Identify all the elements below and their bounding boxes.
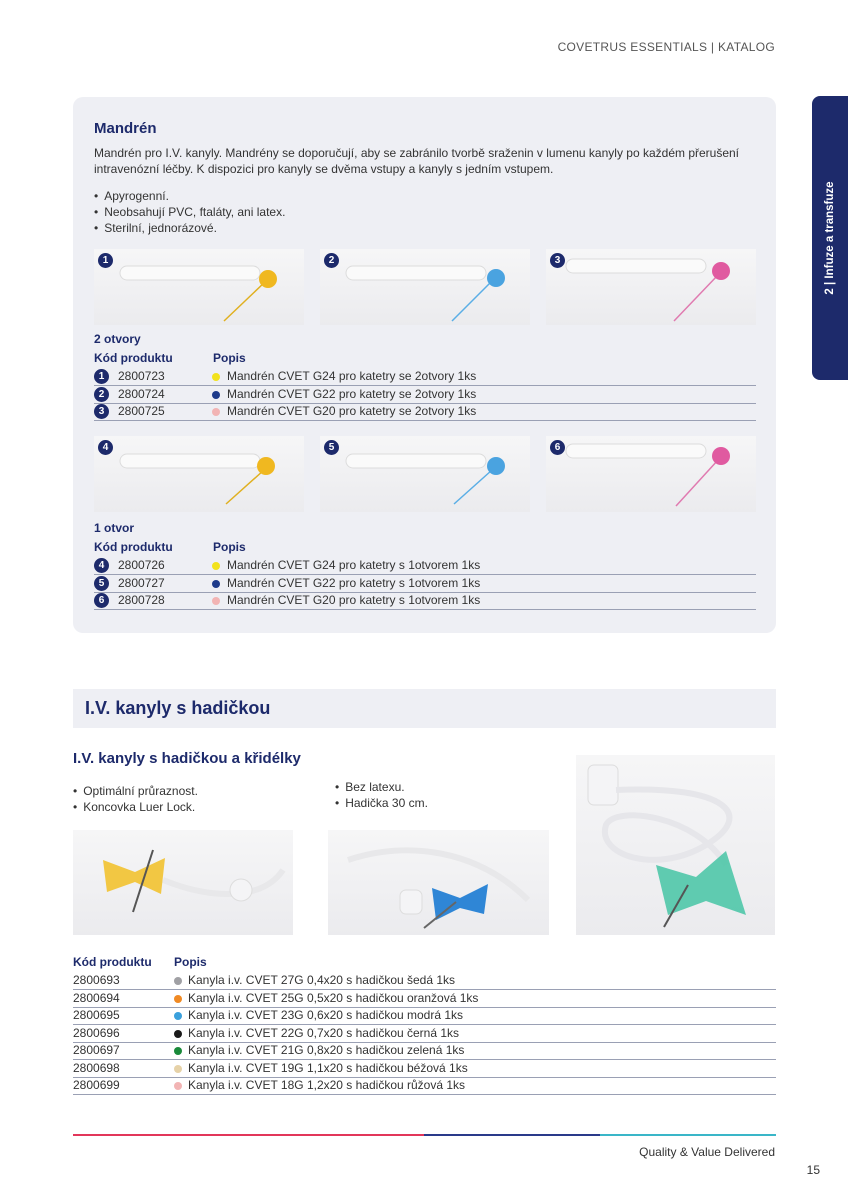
product-description: Kanyla i.v. CVET 21G 0,8x20 s hadičkou zelená 1ks bbox=[188, 1043, 465, 1057]
item-number-badge: 3 bbox=[550, 253, 565, 268]
page-number: 15 bbox=[806, 1163, 820, 1177]
item-number-badge: 6 bbox=[94, 593, 109, 608]
item-number-badge: 4 bbox=[94, 558, 109, 573]
product-description: Kanyla i.v. CVET 27G 0,4x20 s hadičkou šedá 1ks bbox=[188, 973, 456, 987]
item-number-badge: 6 bbox=[550, 440, 565, 455]
column-header-description: Popis bbox=[174, 955, 207, 969]
product-photo bbox=[73, 830, 293, 935]
footer-tagline: Quality & Value Delivered bbox=[639, 1145, 775, 1159]
product-description: Kanyla i.v. CVET 25G 0,5x20 s hadičkou oranžová 1ks bbox=[188, 991, 479, 1005]
stylet-illustration bbox=[320, 249, 530, 325]
table-row bbox=[94, 557, 756, 575]
stylet-illustration bbox=[94, 249, 304, 325]
mandren-bullets bbox=[94, 188, 285, 236]
column-header-description: Popis bbox=[213, 351, 246, 365]
footer-rule-red bbox=[73, 1134, 424, 1136]
feature-bullets-right bbox=[335, 779, 428, 811]
butterfly-cannula-illustration bbox=[576, 755, 775, 935]
product-code: 2800726 bbox=[118, 558, 165, 572]
chapter-tab-label: 2 | Infuze a transfuze bbox=[824, 181, 836, 295]
table-row bbox=[73, 972, 776, 990]
product-code: 2800724 bbox=[118, 387, 165, 401]
product-photo bbox=[576, 755, 775, 935]
table-row bbox=[94, 386, 756, 404]
product-code: 2800694 bbox=[73, 991, 120, 1005]
product-photo bbox=[320, 436, 530, 512]
item-number-badge: 2 bbox=[324, 253, 339, 268]
color-dot bbox=[212, 408, 220, 416]
bullet-item: • Optimální průraznost. bbox=[73, 783, 198, 799]
mandren-title: Mandrén bbox=[94, 120, 157, 137]
table-row bbox=[94, 575, 756, 593]
product-description: Mandrén CVET G20 pro katetry se 2otvory 1ks bbox=[227, 404, 477, 418]
column-header-code: Kód produktu bbox=[94, 351, 173, 365]
bullet-item: • Apyrogenní. bbox=[94, 188, 285, 204]
product-code: 2800697 bbox=[73, 1043, 120, 1057]
table-row bbox=[73, 1025, 776, 1043]
color-dot bbox=[174, 1047, 182, 1055]
color-dot bbox=[212, 580, 220, 588]
product-code: 2800728 bbox=[118, 593, 165, 607]
product-code: 2800699 bbox=[73, 1078, 120, 1092]
item-number-badge: 1 bbox=[94, 369, 109, 384]
bullet-item: • Bez latexu. bbox=[335, 779, 428, 795]
chapter-tab[interactable] bbox=[812, 96, 848, 380]
product-code: 2800723 bbox=[118, 369, 165, 383]
subsection-title: I.V. kanyly s hadičkou a křidélky bbox=[73, 750, 301, 767]
stylet-illustration bbox=[546, 249, 756, 325]
product-code: 2800695 bbox=[73, 1008, 120, 1022]
bullet-item: • Sterilní, jednorázové. bbox=[94, 220, 285, 236]
column-header-code: Kód produktu bbox=[73, 955, 152, 969]
mandren-description: Mandrén pro I.V. kanyly. Mandrény se doporučují, aby se zabránilo tvorbě sraženin v lumenu kanyly po každém přerušení intravenózní léčby. K dispozici pro kanyly se dvěma vstupy a kanyly s jedním vstupem. bbox=[94, 146, 740, 176]
bullet-item: • Neobsahují PVC, ftaláty, ani latex. bbox=[94, 204, 285, 220]
product-photo bbox=[546, 436, 756, 512]
feature-bullets-left bbox=[73, 783, 198, 815]
product-code: 2800693 bbox=[73, 973, 120, 987]
product-description: Mandrén CVET G20 pro katetry s 1otvorem 1ks bbox=[227, 593, 481, 607]
footer-rule-teal bbox=[600, 1134, 776, 1136]
item-number-badge: 2 bbox=[94, 387, 109, 402]
product-photo bbox=[546, 249, 756, 325]
footer-rule-navy bbox=[424, 1134, 600, 1136]
stylet-illustration bbox=[320, 436, 530, 512]
group-label: 1 otvor bbox=[94, 521, 135, 535]
product-photo bbox=[94, 436, 304, 512]
group-label: 2 otvory bbox=[94, 332, 141, 346]
color-dot bbox=[212, 391, 220, 399]
product-code: 2800698 bbox=[73, 1061, 120, 1075]
butterfly-cannula-illustration bbox=[73, 830, 293, 935]
color-dot bbox=[212, 373, 220, 381]
product-description: Kanyla i.v. CVET 22G 0,7x20 s hadičkou černá 1ks bbox=[188, 1026, 460, 1040]
color-dot bbox=[212, 562, 220, 570]
item-number-badge: 5 bbox=[324, 440, 339, 455]
column-header-code: Kód produktu bbox=[94, 540, 173, 554]
table-row bbox=[73, 1042, 776, 1060]
section-heading-bar bbox=[73, 689, 776, 728]
product-description: Kanyla i.v. CVET 19G 1,1x20 s hadičkou béžová 1ks bbox=[188, 1061, 468, 1075]
section-title: I.V. kanyly s hadičkou bbox=[85, 698, 271, 718]
product-description: Mandrén CVET G24 pro katetry se 2otvory 1ks bbox=[227, 369, 477, 383]
item-number-badge: 5 bbox=[94, 576, 109, 591]
color-dot bbox=[174, 1030, 182, 1038]
product-photo bbox=[320, 249, 530, 325]
product-photo bbox=[94, 249, 304, 325]
table-row bbox=[73, 1077, 776, 1095]
bullet-item: • Hadička 30 cm. bbox=[335, 795, 428, 811]
catalog-header: COVETRUS ESSENTIALS | KATALOG bbox=[557, 40, 775, 54]
color-dot bbox=[174, 1012, 182, 1020]
table-row bbox=[73, 990, 776, 1008]
table-row bbox=[73, 1060, 776, 1078]
product-code: 2800696 bbox=[73, 1026, 120, 1040]
table-row bbox=[94, 403, 756, 421]
color-dot bbox=[174, 977, 182, 985]
mandren-card bbox=[73, 97, 776, 633]
stylet-illustration bbox=[94, 436, 304, 512]
butterfly-cannula-illustration bbox=[328, 830, 549, 935]
product-description: Mandrén CVET G22 pro katetry s 1otvorem 1ks bbox=[227, 576, 481, 590]
product-description: Mandrén CVET G24 pro katetry s 1otvorem 1ks bbox=[227, 558, 481, 572]
bullet-item: • Koncovka Luer Lock. bbox=[73, 799, 198, 815]
color-dot bbox=[174, 1065, 182, 1073]
product-description: Mandrén CVET G22 pro katetry se 2otvory 1ks bbox=[227, 387, 477, 401]
column-header-description: Popis bbox=[213, 540, 246, 554]
product-description: Kanyla i.v. CVET 23G 0,6x20 s hadičkou modrá 1ks bbox=[188, 1008, 464, 1022]
product-photo bbox=[328, 830, 549, 935]
item-number-badge: 1 bbox=[98, 253, 113, 268]
table-row bbox=[73, 1007, 776, 1025]
item-number-badge: 3 bbox=[94, 404, 109, 419]
color-dot bbox=[174, 1082, 182, 1090]
product-description: Kanyla i.v. CVET 18G 1,2x20 s hadičkou růžová 1ks bbox=[188, 1078, 466, 1092]
table-row bbox=[94, 592, 756, 610]
color-dot bbox=[212, 597, 220, 605]
table-row bbox=[94, 368, 756, 386]
product-code: 2800725 bbox=[118, 404, 165, 418]
item-number-badge: 4 bbox=[98, 440, 113, 455]
product-code: 2800727 bbox=[118, 576, 165, 590]
color-dot bbox=[174, 995, 182, 1003]
stylet-illustration bbox=[546, 436, 756, 512]
